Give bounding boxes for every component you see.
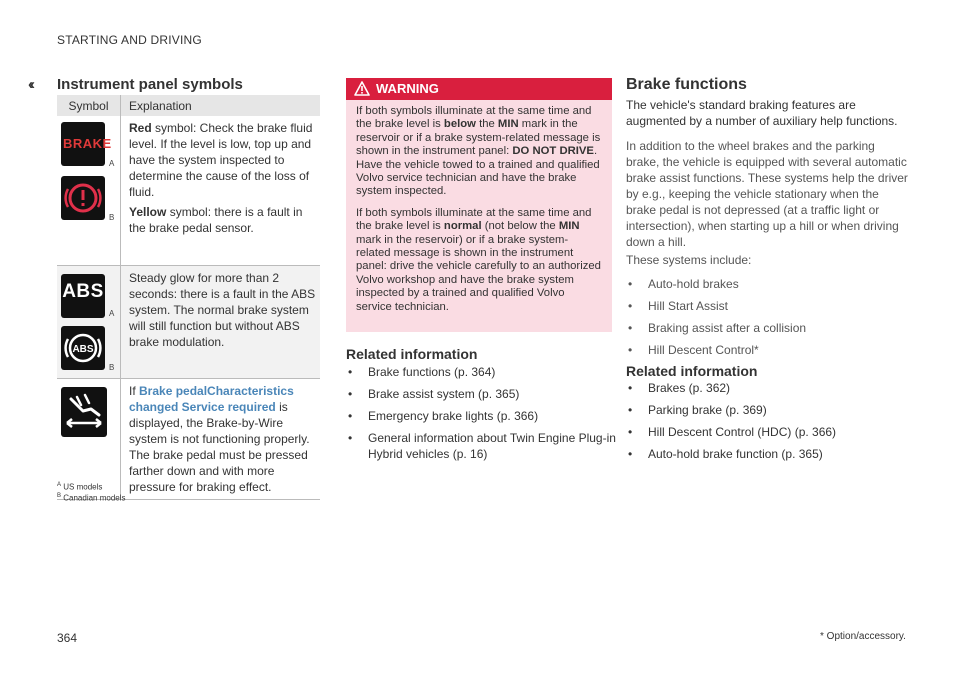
related-link[interactable]: • Hill Descent Control (HDC) (p. 366) bbox=[626, 424, 911, 440]
brake-warning-icon: BRAKE bbox=[61, 122, 105, 166]
abs-circle-icon bbox=[61, 326, 105, 370]
abs-warning-icon: ABS bbox=[61, 274, 105, 318]
footnote: $^A$ US models bbox=[57, 482, 103, 492]
related-links-list bbox=[626, 380, 911, 468]
brake-functions-title: Brake functions bbox=[626, 76, 747, 93]
warning-box bbox=[346, 78, 612, 332]
symbol-table bbox=[57, 95, 320, 500]
brake-functions-paragraph: In addition to the wheel brakes and the parking brake, the vehicle is equipped with several automatic brake assist functions. These systems help the driver by e.g., keeping the vehicle stationary when the brake pedal is not depressed (at a traffic light or intersection), when starting up a hill or when driving down a hill. bbox=[626, 139, 908, 249]
related-link[interactable]: • Emergency brake lights (p. 366) bbox=[346, 408, 616, 424]
warning-paragraph: If both symbols illuminate at the same time and the brake level is below the MIN mark in the reservoir or if a brake system-related message is shown in the instrument panel: DO NOT DRIVE. Have the vehicle towed to a trained and qualified Volvo service technician and have the brake system inspected. bbox=[356, 105, 601, 198]
brake-red-explanation: Red symbol: Check the brake fluid level. If the level is low, top up and have the system inspected to determine the cause of the loss of fluid. bbox=[129, 121, 313, 199]
page-number: 364 bbox=[57, 631, 78, 645]
related-link[interactable]: • Brake functions (p. 364) bbox=[346, 364, 616, 380]
brake-pedal-icon bbox=[61, 387, 107, 437]
list-item: • Hill Descent Control* bbox=[626, 342, 911, 358]
warning-paragraph: If both symbols illuminate at the same time and the brake level is normal (not below the MIN mark in the reservoir) or if a brake system-related message is shown in the instrument panel: drive the vehicle carefully to an authorized Volvo workshop and have the brake system inspected by a trained and qualified Volvo service technician. bbox=[356, 206, 601, 313]
footnote: $^B$ Canadian models bbox=[57, 493, 126, 503]
list-item: • Auto-hold brakes bbox=[626, 276, 911, 292]
table-row: ABS A ABS B Steady glow for more than 2 seconds: there is a fault in the ABS system. The normal brake system will still function but without ABS brake modulation. bbox=[57, 266, 320, 379]
related-info-heading: Related information bbox=[626, 363, 758, 379]
section-title: STARTING AND DRIVING bbox=[57, 33, 202, 47]
systems-intro: These systems include: bbox=[626, 253, 752, 267]
service-message-text: Brake pedalCharacteristics changed Service required bbox=[129, 384, 294, 414]
list-item: • Hill Start Assist bbox=[626, 298, 911, 314]
related-link[interactable]: • Brake assist system (p. 365) bbox=[346, 386, 616, 402]
brake-yellow-explanation: Yellow symbol: there is a fault in the brake pedal sensor. bbox=[129, 205, 303, 235]
warning-triangle-icon bbox=[354, 81, 370, 96]
instrument-symbols-title: Instrument panel symbols bbox=[57, 76, 243, 93]
col-header-explanation: Explanation bbox=[121, 95, 321, 116]
brake-functions-lead: The vehicle's standard braking features are augmented by a number of auxiliary help functions. bbox=[626, 98, 898, 128]
related-links-list bbox=[346, 364, 616, 468]
related-link[interactable]: • Auto-hold brake function (p. 365) bbox=[626, 446, 911, 462]
abs-explanation: Steady glow for more than 2 seconds: there is a fault in the ABS system. The normal brake system will still function but without ABS brake modulation. bbox=[121, 266, 321, 379]
related-info-heading: Related information bbox=[346, 346, 478, 362]
col-header-symbol: Symbol bbox=[57, 95, 121, 116]
warning-header: WARNING bbox=[346, 78, 612, 100]
svg-text:ABS: ABS bbox=[72, 344, 94, 355]
related-link[interactable]: • General information about Twin Engine Plug-in Hybrid vehicles (p. 16) bbox=[346, 430, 616, 462]
list-item: • Braking assist after a collision bbox=[626, 320, 911, 336]
brake-exclamation-icon bbox=[61, 176, 105, 220]
related-link[interactable]: • Parking brake (p. 369) bbox=[626, 402, 911, 418]
brake-by-wire-explanation: If Brake pedalCharacteristics changed Service required is displayed, the Brake-by-Wire system is not functioning properly. The brake pedal must be pressed farther down and with more pressure for braking effect. bbox=[121, 379, 321, 500]
systems-list bbox=[626, 276, 911, 364]
option-accessory-note: * Option/accessory. bbox=[820, 631, 906, 642]
related-link[interactable]: • Brakes (p. 362) bbox=[626, 380, 911, 396]
double-chevron-left-icon[interactable]: ‹‹ bbox=[28, 76, 32, 93]
table-row: BRAKE A B Red symbol: Check the brake fluid level. If the level is low, top up and have the system inspected to determine the cause of the loss of fluid. Yellow symbol: there is a fault in the brake pedal sensor. bbox=[57, 116, 320, 266]
